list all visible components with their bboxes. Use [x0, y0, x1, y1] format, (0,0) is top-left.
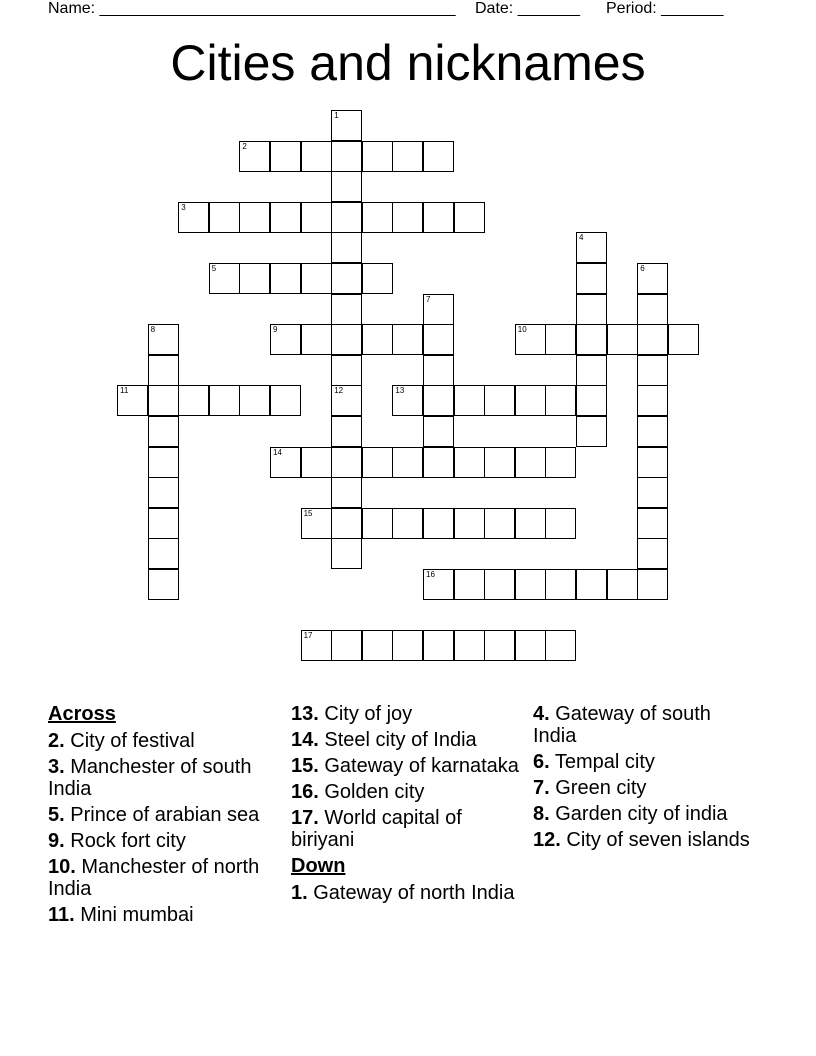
clue-number: 5: [211, 264, 217, 273]
across-heading: Across: [48, 703, 116, 725]
grid-cell[interactable]: [301, 141, 332, 172]
clue-item: [291, 755, 521, 777]
grid-cell[interactable]: [423, 416, 454, 447]
clue-number: 3: [181, 202, 186, 212]
down-heading: Down: [291, 855, 346, 877]
grid-cell[interactable]: [515, 447, 546, 478]
grid-cell[interactable]: [362, 263, 393, 294]
grid-cell[interactable]: [423, 355, 454, 386]
clue-item-text: Prince of arabian sea: [64, 804, 260, 826]
grid-cell[interactable]: [331, 385, 362, 416]
clue-item: [48, 830, 278, 852]
clues-column-1: [48, 703, 278, 930]
grid-cell[interactable]: [637, 416, 668, 447]
grid-cell[interactable]: [392, 630, 423, 661]
clue-item-number: 2.: [48, 730, 65, 752]
clue-item-number: 10.: [48, 856, 76, 878]
grid-cell[interactable]: [117, 385, 148, 416]
grid-cell[interactable]: [301, 263, 332, 294]
grid-cell[interactable]: [148, 508, 179, 539]
clues-column-2: [291, 703, 521, 908]
grid-cell[interactable]: [148, 416, 179, 447]
grid-cell[interactable]: [148, 447, 179, 478]
grid-cell[interactable]: [637, 385, 668, 416]
grid-cell[interactable]: [637, 263, 668, 294]
grid-cell[interactable]: [331, 630, 362, 661]
grid-cell[interactable]: [178, 202, 209, 233]
grid-cell[interactable]: [454, 447, 485, 478]
grid-cell[interactable]: [362, 447, 393, 478]
grid-cell[interactable]: [331, 538, 362, 569]
grid-cell[interactable]: [301, 630, 332, 661]
clues-column-3: [533, 703, 753, 855]
grid-cell[interactable]: [392, 508, 423, 539]
name-field[interactable]: Name: ________________________________________: [48, 0, 456, 17]
grid-cell[interactable]: [148, 477, 179, 508]
clue-number: 15: [303, 508, 313, 518]
grid-cell[interactable]: [392, 141, 423, 172]
grid-cell[interactable]: [484, 569, 515, 600]
grid-cell[interactable]: [637, 355, 668, 386]
clue-item: [291, 807, 521, 851]
clue-item: [48, 856, 278, 900]
clue-number: 7: [426, 294, 431, 304]
grid-cell[interactable]: [209, 202, 240, 233]
grid-cell[interactable]: [576, 416, 607, 447]
grid-cell[interactable]: [423, 385, 454, 416]
grid-cell[interactable]: [362, 141, 393, 172]
grid-cell[interactable]: [301, 202, 332, 233]
grid-cell[interactable]: [270, 263, 301, 294]
clue-item: [48, 904, 278, 926]
grid-cell[interactable]: [331, 263, 362, 294]
grid-cell[interactable]: [331, 416, 362, 447]
clue-number: 9: [273, 325, 278, 335]
grid-cell[interactable]: [423, 447, 454, 478]
clue-item-number: 9.: [48, 830, 65, 852]
clue-item-text: Garden city of india: [549, 803, 728, 825]
grid-cell[interactable]: [576, 263, 607, 294]
clue-item-number: 4.: [533, 703, 550, 725]
clue-item-text: Manchester of north India: [48, 856, 260, 900]
clue-item-number: 5.: [48, 804, 65, 826]
clue-number: 12: [334, 386, 344, 396]
clue-item-text: Golden city: [318, 781, 425, 803]
grid-cell[interactable]: [545, 385, 576, 416]
grid-cell[interactable]: [637, 508, 668, 539]
grid-cell[interactable]: [545, 508, 576, 539]
grid-cell[interactable]: [331, 232, 362, 263]
grid-cell[interactable]: [576, 355, 607, 386]
clue-item: [533, 803, 753, 825]
grid-cell[interactable]: [515, 385, 546, 416]
grid-cell[interactable]: [423, 202, 454, 233]
grid-cell[interactable]: [362, 202, 393, 233]
grid-cell[interactable]: [270, 385, 301, 416]
clue-number: 14: [273, 447, 282, 457]
grid-cell[interactable]: [331, 202, 362, 233]
grid-cell[interactable]: [270, 141, 301, 172]
clue-item: [48, 730, 278, 752]
grid-cell[interactable]: [148, 355, 179, 386]
grid-cell[interactable]: [331, 508, 362, 539]
clue-number: 6: [640, 264, 645, 273]
grid-cell[interactable]: [239, 141, 270, 172]
clue-item-number: 6.: [533, 751, 550, 773]
grid-cell[interactable]: [392, 385, 423, 416]
grid-cell[interactable]: [423, 630, 454, 661]
clue-item-number: 13.: [291, 703, 319, 725]
clue-item-text: Steel city of India: [318, 729, 477, 751]
grid-cell[interactable]: [423, 294, 454, 325]
clue-item-text: Gateway of south India: [533, 703, 711, 747]
grid-cell[interactable]: [576, 569, 607, 600]
grid-cell[interactable]: [331, 355, 362, 386]
grid-cell[interactable]: [331, 110, 362, 141]
grid-cell[interactable]: [637, 477, 668, 508]
grid-cell[interactable]: [423, 324, 454, 355]
clue-item-number: 14.: [291, 729, 319, 751]
grid-cell[interactable]: [545, 569, 576, 600]
clue-item: [291, 703, 521, 725]
grid-cell[interactable]: [545, 447, 576, 478]
grid-cell[interactable]: [392, 447, 423, 478]
grid-cell[interactable]: [484, 508, 515, 539]
grid-cell[interactable]: [668, 324, 699, 355]
grid-cell[interactable]: [484, 630, 515, 661]
grid-cell[interactable]: [209, 263, 240, 294]
grid-cell[interactable]: [607, 324, 638, 355]
page-title: Cities and nicknames: [170, 35, 646, 91]
grid-cell[interactable]: [454, 508, 485, 539]
clue-item: [533, 703, 753, 747]
clue-number: 17: [303, 631, 313, 641]
grid-cell[interactable]: [331, 324, 362, 355]
grid-cell[interactable]: [454, 569, 485, 600]
grid-cell[interactable]: [209, 385, 240, 416]
grid-cell[interactable]: [423, 569, 454, 600]
grid-cell[interactable]: [607, 569, 638, 600]
grid-cell[interactable]: [148, 385, 179, 416]
grid-cell[interactable]: [148, 324, 179, 355]
clue-item: [533, 777, 753, 799]
grid-cell[interactable]: [301, 508, 332, 539]
clue-number: 13: [395, 386, 405, 396]
clue-item-text: Green city: [549, 777, 647, 799]
grid-cell[interactable]: [637, 447, 668, 478]
clue-item-number: 17.: [291, 807, 319, 829]
grid-cell[interactable]: [515, 324, 546, 355]
grid-cell[interactable]: [484, 385, 515, 416]
grid-cell[interactable]: [484, 447, 515, 478]
grid-cell[interactable]: [515, 508, 546, 539]
grid-cell[interactable]: [576, 324, 607, 355]
grid-cell[interactable]: [270, 324, 301, 355]
clue-item: [48, 804, 278, 826]
clue-item-number: 11.: [48, 904, 75, 926]
clue-item-number: 16.: [291, 781, 319, 803]
clue-number: 1: [334, 111, 339, 120]
clue-item-text: City of seven islands: [560, 829, 750, 851]
grid-cell[interactable]: [637, 569, 668, 600]
clue-item-text: Gateway of karnataka: [318, 755, 519, 777]
grid-cell[interactable]: [331, 477, 362, 508]
grid-cell[interactable]: [331, 171, 362, 202]
clue-item-text: City of festival: [64, 730, 195, 752]
clue-item-text: Mini mumbai: [74, 904, 194, 926]
clue-item: [533, 829, 753, 851]
clue-number: 4: [579, 233, 584, 243]
clue-item-number: 8.: [533, 803, 550, 825]
clue-item-text: City of joy: [318, 703, 413, 725]
grid-cell[interactable]: [301, 324, 332, 355]
grid-cell[interactable]: [362, 630, 393, 661]
grid-cell[interactable]: [392, 324, 423, 355]
grid-cell[interactable]: [331, 447, 362, 478]
clue-item-number: 12.: [533, 829, 561, 851]
clue-number: 11: [120, 386, 129, 396]
grid-cell[interactable]: [545, 324, 576, 355]
grid-cell[interactable]: [576, 232, 607, 263]
clue-item: [48, 756, 278, 800]
grid-cell[interactable]: [423, 141, 454, 172]
grid-cell[interactable]: [576, 385, 607, 416]
grid-cell[interactable]: [178, 385, 209, 416]
grid-cell[interactable]: [637, 538, 668, 569]
clue-item-number: 3.: [48, 756, 65, 778]
grid-cell[interactable]: [545, 630, 576, 661]
grid-cell[interactable]: [331, 141, 362, 172]
clue-item-number: 7.: [533, 777, 550, 799]
grid-cell[interactable]: [301, 447, 332, 478]
clue-item: [533, 751, 753, 773]
clue-item-text: Rock fort city: [64, 830, 186, 852]
period-field[interactable]: Period: _______: [606, 0, 724, 17]
grid-cell[interactable]: [392, 202, 423, 233]
clue-number: 8: [150, 325, 156, 335]
grid-cell[interactable]: [576, 294, 607, 325]
grid-cell[interactable]: [239, 385, 270, 416]
grid-cell[interactable]: [270, 447, 301, 478]
clue-number: 10: [517, 325, 527, 335]
grid-cell[interactable]: [362, 508, 393, 539]
clue-item: [291, 781, 521, 803]
grid-cell[interactable]: [148, 538, 179, 569]
clue-item-text: Tempal city: [549, 751, 655, 773]
clue-item-number: 15.: [291, 755, 319, 777]
grid-cell[interactable]: [454, 630, 485, 661]
grid-cell[interactable]: [148, 569, 179, 600]
clue-item-text: World capital of biriyani: [291, 807, 462, 851]
grid-cell[interactable]: [637, 324, 668, 355]
grid-cell[interactable]: [362, 324, 393, 355]
clue-number: 2: [242, 141, 247, 151]
grid-cell[interactable]: [515, 630, 546, 661]
grid-cell[interactable]: [454, 385, 485, 416]
clue-item: [291, 882, 521, 904]
clue-item-text: Manchester of south India: [48, 756, 252, 800]
grid-cell[interactable]: [637, 294, 668, 325]
grid-cell[interactable]: [423, 508, 454, 539]
grid-cell[interactable]: [270, 202, 301, 233]
grid-cell[interactable]: [515, 569, 546, 600]
grid-cell[interactable]: [331, 294, 362, 325]
clue-number: 16: [426, 570, 435, 579]
grid-cell[interactable]: [454, 202, 485, 233]
clue-item: [291, 729, 521, 751]
date-field[interactable]: Date: _______: [475, 0, 580, 17]
grid-cell[interactable]: [239, 202, 270, 233]
grid-cell[interactable]: [239, 263, 270, 294]
clue-item-text: Gateway of north India: [307, 882, 515, 904]
clue-item-number: 1.: [291, 882, 308, 904]
